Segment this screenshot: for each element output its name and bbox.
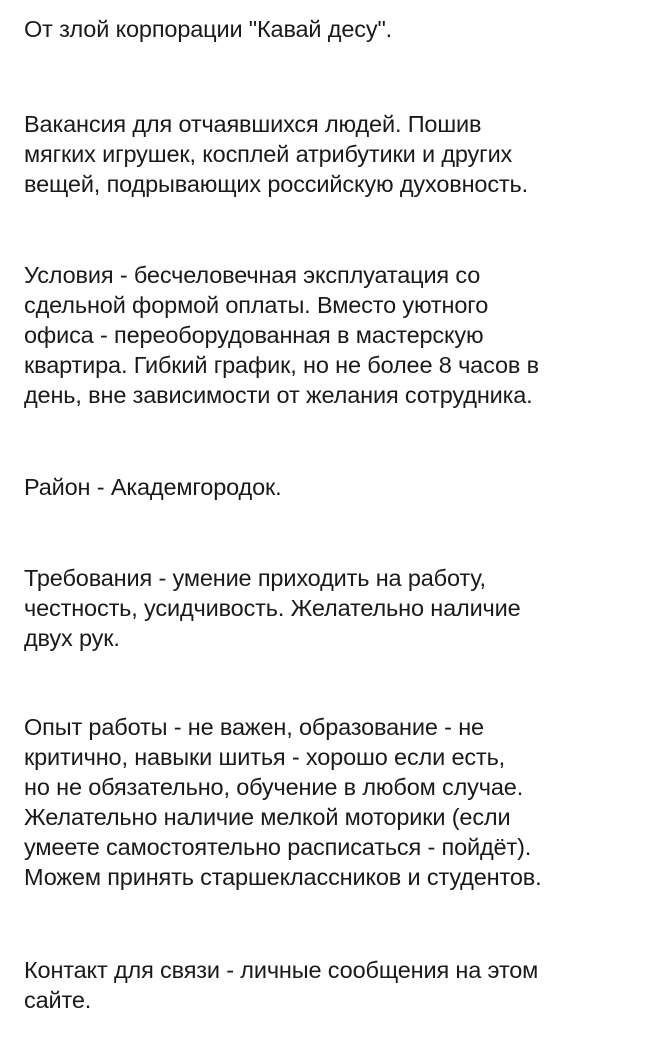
- paragraph-district: [24, 472, 654, 502]
- text-line: мягких игрушек, косплей атрибутики и других: [24, 141, 513, 167]
- text-line: Желательно наличие мелкой моторики (если: [24, 804, 511, 830]
- text-line: но не обязательно, обучение в любом случае.: [24, 774, 524, 800]
- text-line: умеете самостоятельно расписаться - пойдёт).: [24, 834, 532, 860]
- text-line: От злой корпорации "Кавай десу".: [24, 16, 393, 42]
- text-line: сдельной формой оплаты. Вместо уютного: [24, 292, 489, 318]
- paragraph-contact: [24, 955, 654, 1015]
- paragraph-conditions: [24, 260, 654, 410]
- text-line: квартира. Гибкий график, но не более 8 часов в: [24, 352, 539, 378]
- text-line: Контакт для связи - личные сообщения на этом: [24, 957, 539, 983]
- text-line: Можем принять старшеклассников и студентов.: [24, 864, 542, 890]
- text-line: Опыт работы - не важен, образование - не: [24, 714, 484, 740]
- text-line: Требования - умение приходить на работу,: [24, 565, 486, 591]
- text-line: Условия - бесчеловечная эксплуатация со: [24, 262, 481, 288]
- paragraph-company: [24, 14, 654, 44]
- text-line: Вакансия для отчаявшихся людей. Пошив: [24, 111, 482, 137]
- text-line: сайте.: [24, 987, 92, 1013]
- paragraph-vacancy: [24, 109, 654, 199]
- text-line: вещей, подрывающих российскую духовность.: [24, 171, 528, 197]
- paragraph-experience: [24, 712, 654, 892]
- paragraph-requirements: [24, 563, 654, 653]
- text-line: двух рук.: [24, 625, 120, 651]
- text-line: честность, усидчивость. Желательно наличие: [24, 595, 521, 621]
- text-line: Район - Академгородок.: [24, 474, 282, 500]
- text-line: день, вне зависимости от желания сотрудника.: [24, 382, 533, 408]
- text-line: офиса - переоборудованная в мастерскую: [24, 322, 484, 348]
- text-line: критично, навыки шитья - хорошо если есть,: [24, 744, 506, 770]
